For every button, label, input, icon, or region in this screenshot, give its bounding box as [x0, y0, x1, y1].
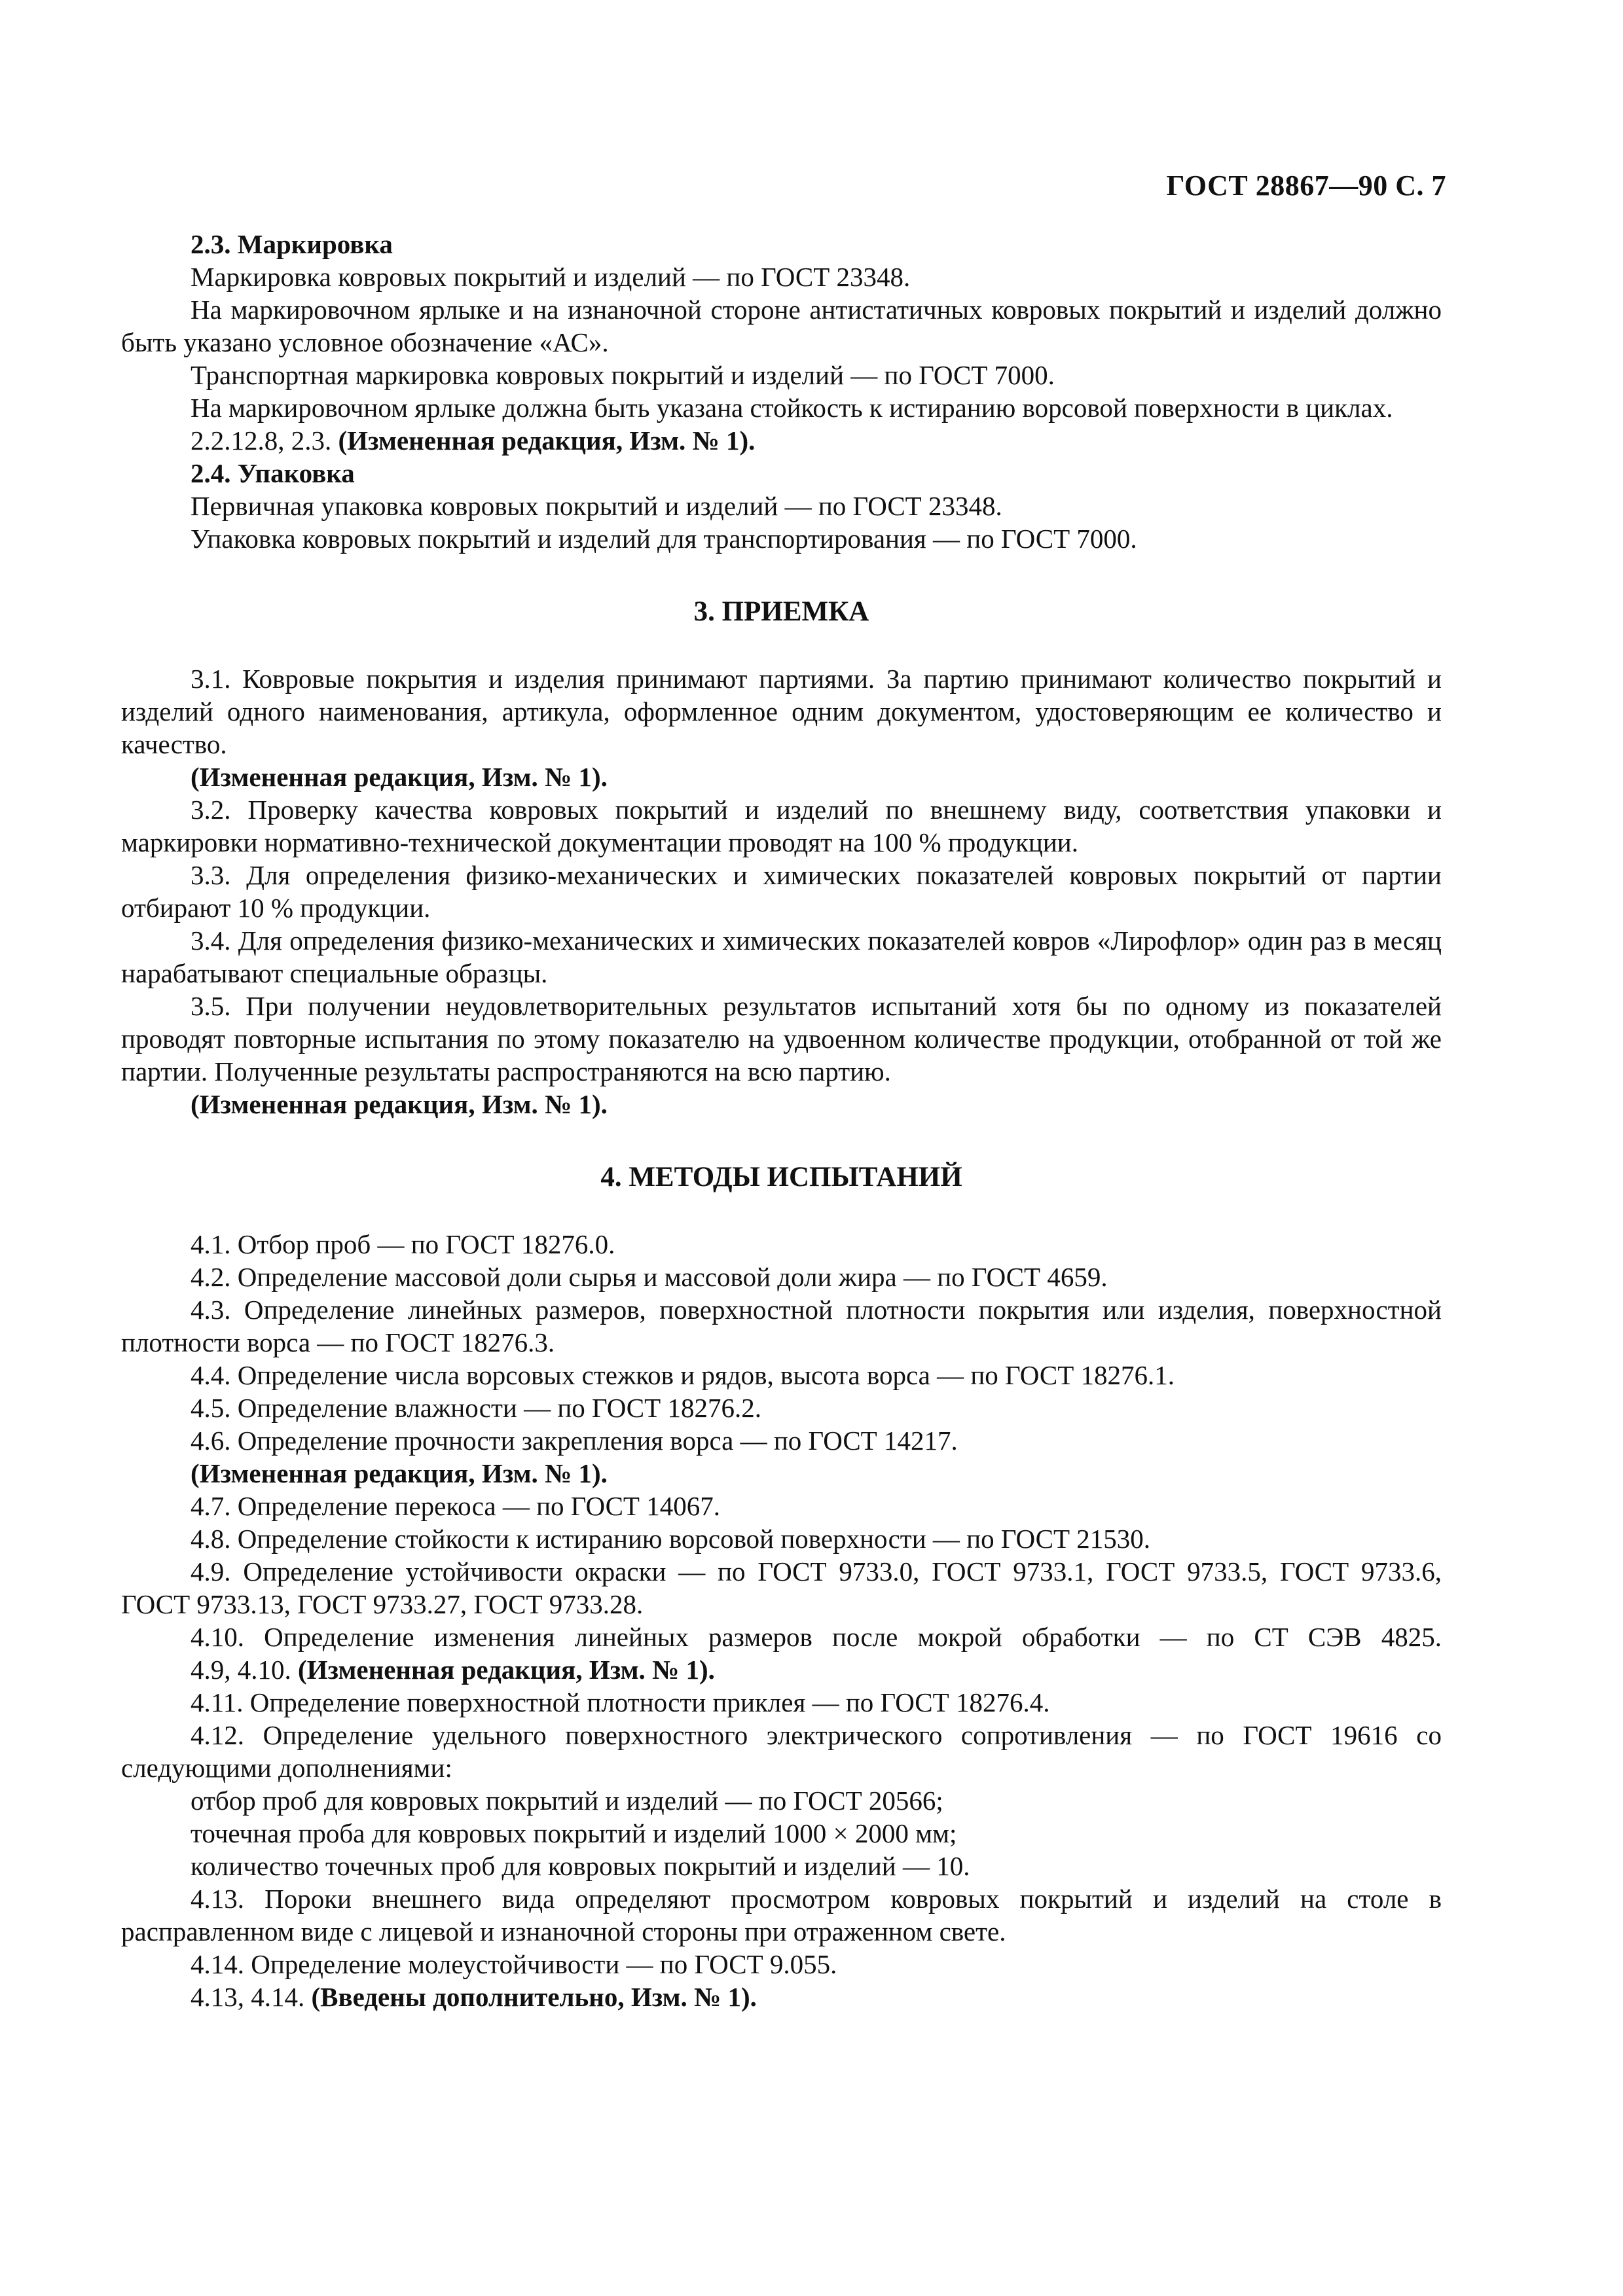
- paragraph: [121, 1784, 1442, 1817]
- paragraph: [121, 1653, 1442, 1686]
- text-run: 4.8. Определение стойкости к истиранию ворсовой поверхности — по ГОСТ 21530.: [191, 1524, 1151, 1554]
- paragraph: [121, 1522, 1442, 1555]
- text-run: 4.6. Определение прочности закрепления ворса — по ГОСТ 14217.: [191, 1426, 958, 1456]
- paragraph: [121, 1088, 1442, 1121]
- text-run: 4.14. Определение молеустойчивости — по ГОСТ 9.055.: [191, 1949, 837, 1979]
- section-0: [121, 228, 1442, 555]
- text-run: Упаковка ковровых покрытий и изделий для транспортирования — по ГОСТ 7000.: [191, 524, 1137, 554]
- text-run: 4.11. Определение поверхностной плотности приклея — по ГОСТ 18276.4.: [191, 1687, 1050, 1717]
- text-run: 3.3. Для определения физико-механических и химических показателей ковровых покрытий от партии отбирают 10 % продукции.: [121, 860, 1442, 923]
- paragraph: [121, 424, 1442, 457]
- section-1: [121, 555, 1442, 1121]
- paragraph: [121, 1882, 1442, 1948]
- section-heading: 3. ПРИЕМКА: [693, 596, 869, 627]
- section-2: [121, 1121, 1442, 2013]
- text-run: 3.5. При получении неудовлетворительных результатов испытаний хотя бы по одному из показателей проводят повторные испытания по этому показателю на удвоенном количестве продукции, отобранной от той же партии. Полученные результаты распространяются на всю партию.: [121, 991, 1442, 1086]
- paragraph: [121, 761, 1442, 793]
- paragraph: [121, 490, 1442, 522]
- paragraph: [121, 522, 1442, 555]
- paragraph: [121, 1490, 1442, 1522]
- paragraph: [121, 1621, 1442, 1653]
- bold-text: (Измененная редакция, Изм. № 1).: [191, 1089, 608, 1119]
- document-body: [121, 228, 1442, 2013]
- text-run: 4.1. Отбор проб — по ГОСТ 18276.0.: [191, 1229, 615, 1259]
- paragraph: [121, 1359, 1442, 1391]
- text-run: 4.2. Определение массовой доли сырья и массовой доли жира — по ГОСТ 4659.: [191, 1262, 1108, 1292]
- paragraph: [121, 1261, 1442, 1293]
- paragraph: [121, 859, 1442, 924]
- bold-text: 2.4. Упаковка: [191, 458, 355, 488]
- text-run: 3.2. Проверку качества ковровых покрытий и изделий по внешнему виду, соответствия упаковки и маркировки нормативно-технической документации проводят на 100 % продукции.: [121, 795, 1442, 857]
- paragraph: [121, 662, 1442, 761]
- bold-text: (Введены дополнительно, Изм. № 1).: [311, 1982, 757, 2012]
- text-run: 4.4. Определение числа ворсовых стежков и рядов, высота ворса — по ГОСТ 18276.1.: [191, 1360, 1175, 1390]
- paragraph: [121, 457, 1442, 490]
- paragraph: [121, 1686, 1442, 1719]
- text-run: 3.1. Ковровые покрытия и изделия принимают партиями. За партию принимают количество покрытий и изделий одного наименования, артикула, оформленное одним документом, удостоверяющим ее количество и качество.: [121, 664, 1442, 759]
- text-run: 4.12. Определение удельного поверхностного электрического сопротивления — по ГОСТ 19616 со следующими дополнениями:: [121, 1720, 1442, 1783]
- bold-text: (Измененная редакция, Изм. № 1).: [338, 425, 756, 456]
- text-run: 4.10. Определение изменения линейных размеров после мокрой обработки — по СТ СЭВ 4825.: [191, 1622, 1442, 1652]
- text-run: На маркировочном ярлыке должна быть указана стойкость к истиранию ворсовой поверхности в циклах.: [191, 393, 1393, 423]
- paragraph: [121, 1948, 1442, 1981]
- text-run: 4.13. Пороки внешнего вида определяют просмотром ковровых покрытий и изделий на столе в расправленном виде с лицевой и изнаночной стороны при отраженном свете.: [121, 1884, 1442, 1946]
- text-run: точечная проба для ковровых покрытий и изделий 1000 × 2000 мм;: [191, 1818, 957, 1848]
- paragraph: [121, 1850, 1442, 1882]
- text-run: 4.9, 4.10.: [191, 1655, 298, 1685]
- paragraph: [121, 293, 1442, 359]
- bold-text: 2.3. Маркировка: [191, 229, 393, 259]
- paragraph: [121, 391, 1442, 424]
- paragraph: [121, 1981, 1442, 2013]
- text-run: Первичная упаковка ковровых покрытий и изделий — по ГОСТ 23348.: [191, 491, 1002, 521]
- paragraph: [121, 260, 1442, 293]
- text-run: 4.13, 4.14.: [191, 1982, 312, 2012]
- bold-text: (Измененная редакция, Изм. № 1).: [191, 1458, 608, 1488]
- bold-text: (Измененная редакция, Изм. № 1).: [298, 1655, 715, 1685]
- paragraph: [121, 1817, 1442, 1850]
- section-heading: 4. МЕТОДЫ ИСПЫТАНИЙ: [600, 1162, 962, 1193]
- bold-text: (Измененная редакция, Изм. № 1).: [191, 762, 608, 792]
- text-run: На маркировочном ярлыке и на изнаночной стороне антистатичных ковровых покрытий и изделий должно быть указано условное обозначение «АС».: [121, 295, 1442, 357]
- text-run: количество точечных проб для ковровых покрытий и изделий — 10.: [191, 1851, 970, 1881]
- paragraph: [121, 1457, 1442, 1490]
- paragraph: [121, 1293, 1442, 1359]
- text-run: 2.2.12.8, 2.3.: [191, 425, 338, 456]
- paragraph: [121, 1228, 1442, 1261]
- paragraph: [121, 359, 1442, 391]
- text-run: Транспортная маркировка ковровых покрытий и изделий — по ГОСТ 7000.: [191, 360, 1055, 390]
- text-run: отбор проб для ковровых покрытий и изделий — по ГОСТ 20566;: [191, 1785, 943, 1816]
- paragraph: [121, 990, 1442, 1088]
- text-run: 4.5. Определение влажности — по ГОСТ 18276.2.: [191, 1393, 761, 1423]
- paragraph: [121, 1424, 1442, 1457]
- paragraph: [121, 1719, 1442, 1784]
- text-run: 4.9. Определение устойчивости окраски — по ГОСТ 9733.0, ГОСТ 9733.1, ГОСТ 9733.5, ГОСТ 9733.6, ГОСТ 9733.13, ГОСТ 9733.27, ГОСТ 9733.28.: [121, 1556, 1442, 1619]
- paragraph: [121, 924, 1442, 990]
- text-run: 3.4. Для определения физико-механических и химических показателей ковров «Лирофлор» один раз в месяц нарабатывают специальные образцы.: [121, 925, 1442, 988]
- paragraph: [121, 793, 1442, 859]
- paragraph: [121, 1391, 1442, 1424]
- text-run: 4.3. Определение линейных размеров, поверхностной плотности покрытия или изделия, поверхностной плотности ворса — по ГОСТ 18276.3.: [121, 1295, 1442, 1357]
- paragraph: [121, 1555, 1442, 1621]
- text-run: 4.7. Определение перекоса — по ГОСТ 14067.: [191, 1491, 720, 1521]
- text-run: Маркировка ковровых покрытий и изделий — по ГОСТ 23348.: [191, 262, 911, 292]
- paragraph: [121, 228, 1442, 260]
- page-header: ГОСТ 28867—90 С. 7: [1166, 170, 1446, 202]
